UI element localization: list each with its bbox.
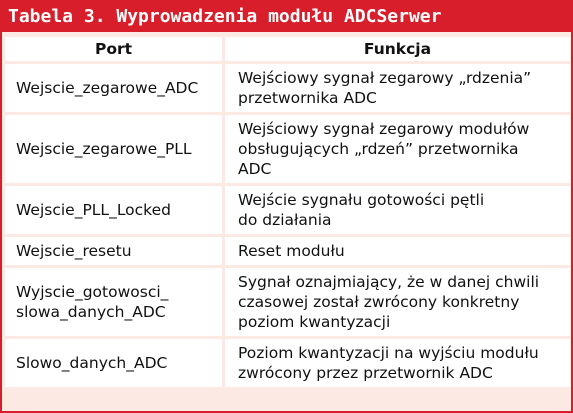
function-cell [222, 186, 570, 234]
function-line: poziom kwantyzacji [238, 313, 391, 331]
function-line: czasowej został zwrócony konkretny [238, 293, 520, 311]
function-cell [222, 237, 570, 265]
port-name: Wejscie_resetu [16, 242, 132, 260]
function-line: zwrócony przez przetwornik ADC [238, 364, 493, 382]
port-name: Wejscie_zegarowe_PLL [16, 140, 192, 158]
function-line: Reset modułu [238, 242, 345, 260]
header-port: Port [5, 37, 222, 61]
port-name: Slowo_danych_ADC [16, 354, 168, 372]
port-cell [5, 115, 222, 183]
function-line: Poziom kwantyzacji na wyjściu modułu [238, 344, 539, 362]
table-title: Tabela 3. Wyprowadzenia modułu ADCSerwer [2, 2, 571, 32]
port-cell [5, 64, 222, 112]
table-row [5, 186, 570, 234]
function-line: przetwornika ADC [238, 89, 377, 107]
table-row [5, 339, 570, 387]
function-line: ADC [238, 160, 272, 178]
port-cell [5, 186, 222, 234]
header-row [5, 37, 570, 61]
function-line: Wejście sygnału gotowości pętli [238, 191, 485, 209]
function-line: Wejściowy sygnał zegarowy „rdzenia” [238, 69, 532, 87]
port-cell [5, 237, 222, 265]
port-name: Wejscie_zegarowe_ADC [16, 79, 199, 97]
function-line: Sygnał oznajmiający, że w danej chwili [238, 273, 540, 291]
function-cell [222, 64, 570, 112]
port-name: slowa_danych_ADC [16, 303, 166, 321]
function-line: Wejściowy sygnał zegarowy modułów [238, 120, 530, 138]
function-cell [222, 268, 570, 336]
port-name: Wejscie_PLL_Locked [16, 201, 171, 219]
port-name: Wyjscie_gotowosci_ [16, 283, 169, 301]
table-row [5, 115, 570, 183]
function-line: do działania [238, 211, 332, 229]
ports-table [5, 34, 570, 390]
table-row [5, 268, 570, 336]
function-cell [222, 115, 570, 183]
header-function: Funkcja [222, 37, 570, 61]
port-cell [5, 268, 222, 336]
function-line: obsługujących „rdzeń” przetwornika [238, 140, 519, 158]
table-row [5, 64, 570, 112]
port-cell [5, 339, 222, 387]
table-row [5, 237, 570, 265]
function-cell [222, 339, 570, 387]
